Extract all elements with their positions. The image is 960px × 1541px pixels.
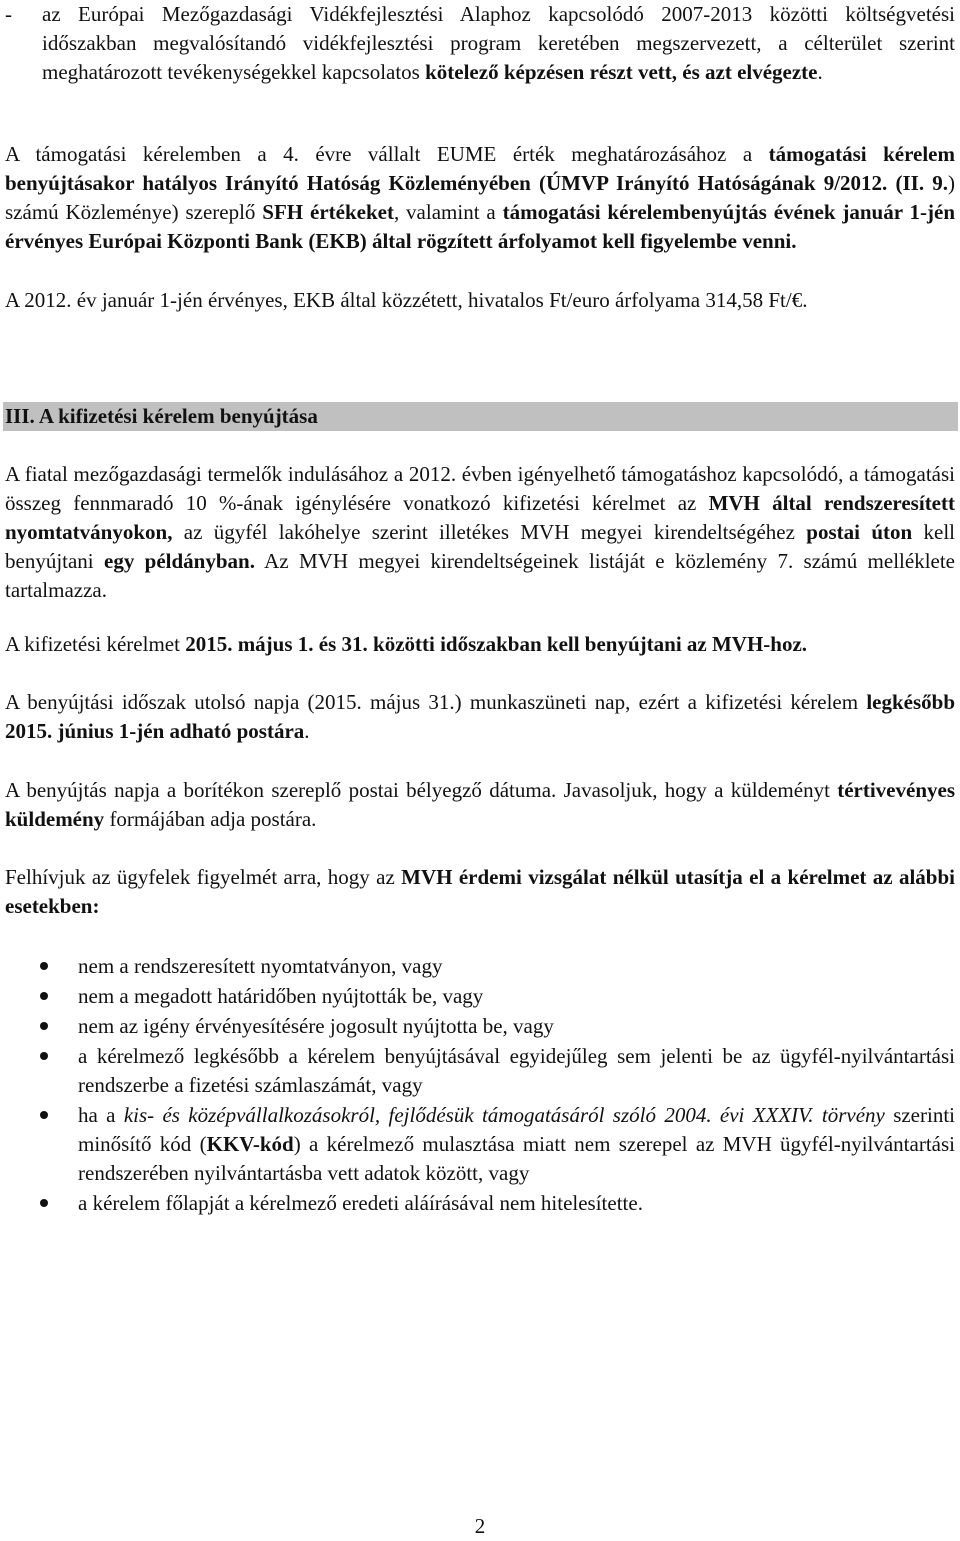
rejection-cases-list [0, 952, 960, 1219]
page-number: 2 [474, 1514, 486, 1538]
deadline-note-paragraph: A benyújtási időszak utolsó napja (2015. május 31.) munkaszüneti nap, ezért a kifizetési kérelem legkésőbb 2015. június 1-jén adható postára. [5, 690, 955, 743]
bullet-icon [40, 1052, 48, 1060]
list-item: nem a megadott határidőben nyújtották be, vagy [0, 982, 960, 1011]
eume-paragraph: A támogatási kérelemben a 4. évre vállalt EUME érték meghatározásához a támogatási kérelem benyújtásakor hatályos Irányító Hatóság Közleményében (ÚMVP Irányító Hatóságának 9/2012. (II. 9.) számú Közleménye) szereplő SFH értékeket, valamint a támogatási kérelembenyújtás évének január 1-jén érvényes Európai Központi Bank (EKB) által rögzített árfolyamot kell figyelembe venni. [5, 142, 956, 253]
bullet-icon [40, 962, 48, 970]
rejection-intro-paragraph: Felhívjuk az ügyfelek figyelmét arra, hogy az MVH érdemi vizsgálat nélkül utasítja el a kérelmet az alábbi esetekben: [5, 865, 956, 918]
exchange-rate-paragraph: A 2012. év január 1-jén érvényes, EKB által közzétett, hivatalos Ft/euro árfolyama 314,58 Ft/€. [5, 288, 808, 312]
intro-list-item [5, 0, 955, 87]
bullet-icon [40, 1022, 48, 1030]
deadline-paragraph: A kifizetési kérelmet 2015. május 1. és 31. közötti időszakban kell benyújtani az MVH-hoz. [5, 632, 808, 656]
list-item: nem az igény érvényesítésére jogosult nyújtotta be, vagy [0, 1012, 960, 1041]
bullet-icon [40, 992, 48, 1000]
submission-paragraph: A fiatal mezőgazdasági termelők indulásához a 2012. évben igényelhető támogatáshoz kapcsolódó, a támogatási összeg fennmaradó 10 %-ának igénylésére vonatkozó kifizetési kérelmet az MVH által rendszeresített nyomtatványokon, az ügyfél lakóhelye szerint illetékes MVH megyei kirendeltségéhez postai úton kell benyújtani egy példányban. Az MVH megyei kirendeltségeinek listáját e közlemény 7. számú melléklete tartalmazza. [5, 462, 956, 602]
postmark-paragraph: A benyújtás napja a borítékon szereplő postai bélyegző dátuma. Javasoljuk, hogy a küldeményt tértivevényes küldemény formájában adja postára. [5, 778, 955, 831]
list-item: a kérelmező legkésőbb a kérelem benyújtásával egyidejűleg sem jelenti be az ügyfél-nyilvántartási rendszerbe a fizetési számlaszámát, vagy [0, 1042, 960, 1100]
list-item: ha a kis- és középvállalkozásokról, fejlődésük támogatásáról szóló 2004. évi XXXIV. törvény szerinti minősítő kód (KKV-kód) a kérelmező mulasztása miatt nem szerepel az MVH ügyfél-nyilvántartási rendszerében nyilvántartásba vett adatok között, vagy [0, 1101, 960, 1188]
bullet-icon [40, 1111, 48, 1119]
section-heading: III. A kifizetési kérelem benyújtása [3, 402, 958, 431]
dash-marker: - [5, 2, 12, 26]
list-item: a kérelem főlapját a kérelmező eredeti aláírásával nem hitelesítette. [0, 1189, 960, 1218]
list-item: nem a rendszeresített nyomtatványon, vagy [0, 952, 960, 981]
bullet-icon [40, 1199, 48, 1207]
intro-text: az Európai Mezőgazdasági Vidékfejlesztési Alaphoz kapcsolódó 2007-2013 közötti költségvetési időszakban megvalósítandó vidékfejlesztési program keretében megszervezett, a célterület szerint meghatározott tevékenységekkel kapcsolatos kötelező képzésen részt vett, és azt elvégezte. [42, 2, 955, 84]
